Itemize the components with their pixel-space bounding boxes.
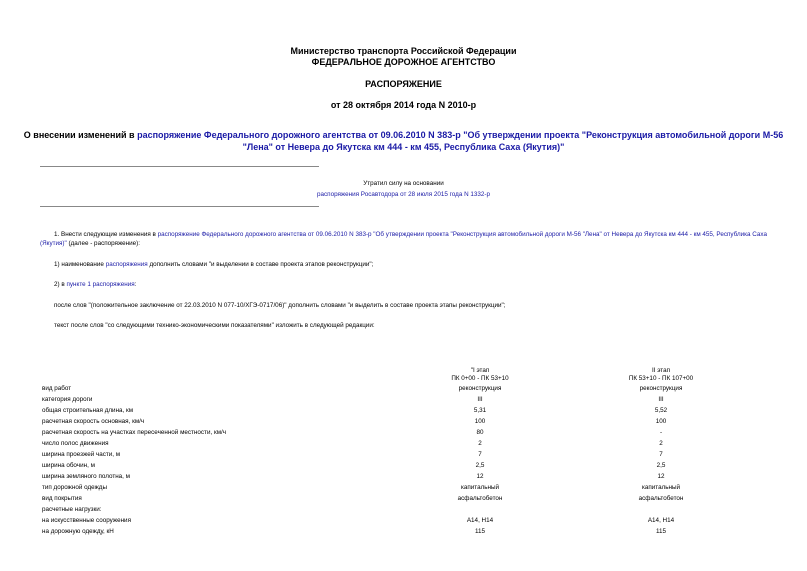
table-row [0,450,807,460]
row-value-stage-2: А14, Н14 [647,517,675,524]
page-title [22,129,785,153]
row-value-stage-2: 7 [659,451,663,458]
table-row [0,472,807,482]
p1-link[interactable]: распоряжение Федерального дорожного агентства от 09.06.2010 N 383-р "Об утверждении проекта "Реконструкция автомобильной дороги М-56 "Лена" от Невера до Якутска км 444 - км 455, Республика Саха (Якутия)" [40,231,767,247]
table-row [0,406,807,416]
table-row [0,428,807,438]
row-value-stage-2: - [659,429,663,436]
row-value-stage-2: 2 [659,440,663,447]
p3-suffix: : [134,281,137,288]
row-label: расчетная скорость основная, км/ч [42,418,145,425]
row-label: общая строительная длина, км [42,407,134,414]
row-label: расчетная скорость на участках пересеченной местности, км/ч [42,429,227,436]
row-label: ширина земляного полотна, м [42,473,131,480]
divider-bottom [40,206,319,207]
col1-header-range: ПК 0+00 - ПК 53+10 [451,375,509,382]
ministry-name: Министерство транспорта Российской Федерации [290,46,517,56]
row-value-stage-2: 100 [655,418,667,425]
title-prefix: О внесении изменений в [23,130,138,140]
notice-link[interactable]: распоряжения Росавтодора от 28 июля 2015 года N 1332-р [317,191,490,198]
row-value-stage-1: 2,5 [475,462,485,469]
row-value-stage-1: А14, Н14 [466,517,494,524]
row-value-stage-2: 2,5 [656,462,666,469]
row-label: ширина проезжей части, м [42,451,121,458]
paragraph-5: текст после слов "со следующими технико-экономическими показателями" изложить в следующей редакции: [54,322,375,329]
row-value-stage-2: 12 [657,473,665,480]
row-label: на дорожную одежду, кН [42,528,114,535]
p3-prefix: 2) в [54,281,67,288]
row-value-stage-1: 100 [474,418,486,425]
paragraph-4: после слов "(положительное заключение от 22.03.2010 N 077-10/ХГЭ-0717/06)" дополнить словами "и выделить в составе проекта этапы реконструкции"; [54,302,506,309]
row-label: ширина обочин, м [42,462,95,469]
doc-date: от 28 октября 2014 года N 2010-р [330,100,477,110]
title-document-link[interactable]: распоряжение Федерального дорожного агентства от 09.06.2010 N 383-р "Об утверждении проекта "Реконструкция автомобильной дороги М-56 "Лена" от Невера до Якутска км 444 - км 455, Республика Саха (Якутия)" [137,130,784,152]
table-row [0,494,807,504]
paragraph-3 [54,281,136,289]
row-label: тип дорожной одежды [42,484,108,491]
col2-header-stage: II этап [651,367,671,374]
row-value-stage-2: 115 [655,528,667,535]
p3-link[interactable]: пункте 1 распоряжения [66,281,135,288]
row-value-stage-1: капитальный [460,484,500,491]
divider-top [40,166,319,167]
row-value-stage-1: 80 [476,429,484,436]
row-value-stage-1: 2 [478,440,482,447]
row-label: число полос движения [42,440,109,447]
paragraph-1 [40,230,774,248]
table-row [0,516,807,526]
row-value-stage-1: реконструкция [458,385,502,392]
col1-header-stage: "I этап [470,367,490,374]
agency-name: ФЕДЕРАЛЬНОЕ ДОРОЖНОЕ АГЕНТСТВО [311,57,496,67]
doc-type: РАСПОРЯЖЕНИЕ [365,79,442,89]
row-label: категория дороги [42,396,93,403]
row-value-stage-2: III [658,396,664,403]
row-value-stage-1: III [477,396,483,403]
p1-prefix: 1. Внести следующие изменения в [54,231,158,238]
row-value-stage-2: асфальтобетон [638,495,684,502]
table-row [0,461,807,471]
row-value-stage-2: реконструкция [639,385,683,392]
notice-line: Утратил силу на основании [363,180,444,187]
row-value-stage-1: 115 [474,528,486,535]
p2-prefix: 1) наименование [54,261,106,268]
row-value-stage-1: асфальтобетон [457,495,503,502]
table-row [0,483,807,493]
row-label: на искусственные сооружения [42,517,131,524]
row-value-stage-2: 5,52 [654,407,668,414]
table-row [0,505,807,515]
paragraph-2 [54,261,373,269]
p2-link[interactable]: распоряжения [105,261,148,268]
row-value-stage-1: 7 [478,451,482,458]
row-label: вид покрытия [42,495,82,502]
table-row [0,395,807,405]
row-value-stage-1: 12 [476,473,484,480]
p2-suffix: дополнить словами "и выделении в составе проекта этапов реконструкции"; [147,261,374,268]
row-value-stage-2: капитальный [641,484,681,491]
table-row [0,527,807,537]
row-label: вид работ [42,385,72,392]
table-row [0,439,807,449]
col2-header-range: ПК 53+10 - ПК 107+00 [628,375,694,382]
table-row [0,384,807,394]
table-row [0,417,807,427]
row-value-stage-1: 5,31 [473,407,487,414]
p1-suffix: (далее - распоряжение): [66,240,141,247]
row-label: расчетные нагрузки: [42,506,102,513]
